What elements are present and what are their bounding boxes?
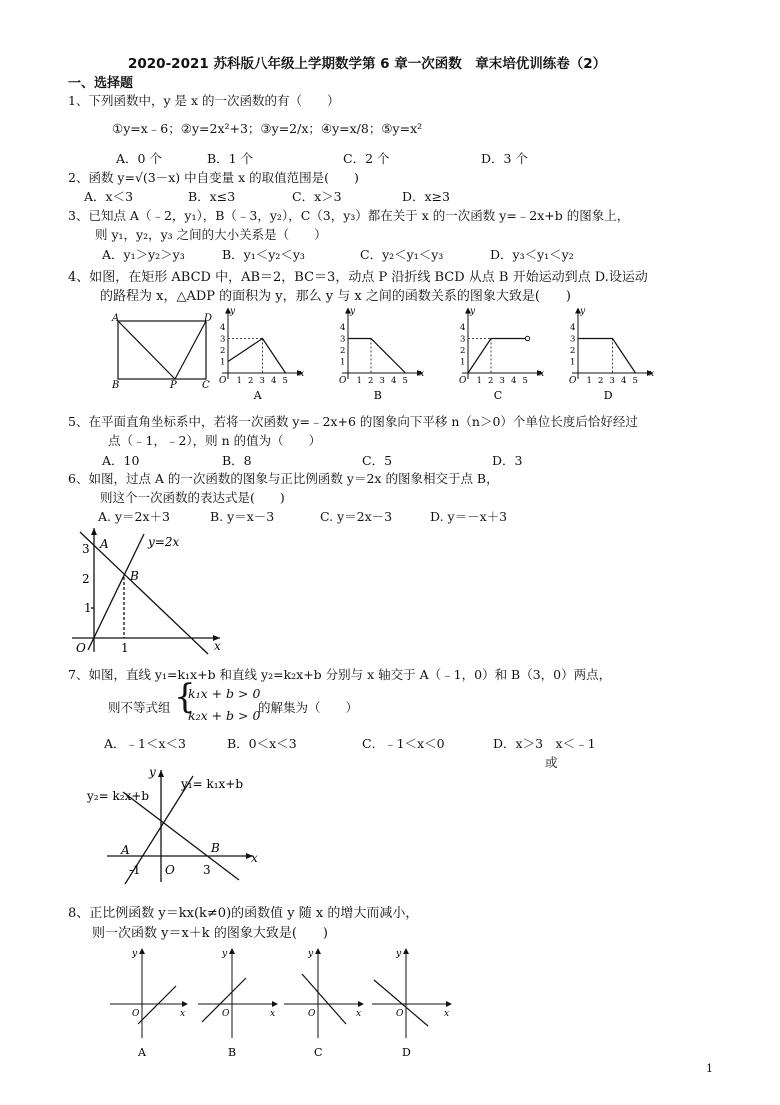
q8-graph-label: C [314,1046,323,1059]
q6-choice-d: D. y＝－x＋3 [430,509,508,524]
q4-x-tick: 3 [379,376,385,386]
q8-x-arrow [446,1001,452,1007]
q4-open-point [525,336,529,340]
q4-y-tick: 4 [460,323,466,333]
q8-graph-label: B [228,1046,237,1059]
q4-axis-y-label: y [580,306,586,317]
q7-figure [85,762,275,890]
q3-choice-a: A．y₁＞y₂＞y₃ [102,247,185,262]
q8-axis-y-label: y [222,949,228,959]
q8-x-arrow [272,1001,278,1007]
q4-figures [100,296,700,406]
q6-figure [70,522,240,660]
q6-stem-line1: 6、如图，过点 A 的一次函数的图象与正比例函数 y＝2x 的图象相交于点 B， [68,471,499,486]
q8-axis-x-label: x [270,1009,276,1019]
q4-x-tick: 3 [259,376,265,386]
page-number: 1 [706,1062,713,1075]
q4-origin: O [339,376,347,386]
q7-stem-line1: 7、如图，直线 y₁=k₁x+b 和直线 y₂=k₂x+b 分别与 x 轴交于 A（﹣1，0）和 B（3，0）两点， [68,667,612,682]
q4-x-tick: 5 [522,376,528,386]
q6-tick-1: 1 [84,601,92,615]
q4-origin: O [569,376,577,386]
q4-origin: O [219,376,227,386]
q2-choice-c: C．x＞3 [292,189,342,204]
q1-choice-d: D．3 个 [481,151,528,166]
q8-stem-line2: 则一次函数 y＝x＋k 的图象大致是( ) [92,926,328,941]
q7-ineq2: k₂x + b > 0 [188,708,261,723]
q8-graph-line [374,980,428,1026]
q6-choice-b: B. y＝x－3 [210,509,275,524]
q4-y-tick: 1 [460,357,466,368]
q4-origin: O [459,376,467,386]
q4-label-P: P [170,380,177,391]
page-title: 2020-2021 苏科版八年级上学期数学第 6 章一次函数 章末培优训练卷（2） [128,56,607,72]
q4-y-tick: 3 [220,334,226,345]
q6-axis-x-label: x [214,639,221,653]
q8-stem-line1: 8、正比例函数 y＝kx(k≠0)的函数值 y 随 x 的增大而减小， [68,906,419,921]
q4-y-tick: 1 [220,357,226,368]
q5-stem-line1: 5、在平面直角坐标系中，若将一次函数 y=﹣2x+6 的图象向下平移 n（n＞0）个单位长度后恰好经过 [68,414,638,429]
q3-stem-line1: 3、已知点 A（﹣2，y₁），B（﹣3，y₂），C（3，y₃）都在关于 x 的一次函数 y=﹣2x+b 的图象上， [68,208,630,223]
q8-axis-x-label: x [444,1009,450,1019]
q5-choice-b: B．8 [222,453,252,468]
q3-choice-c: C．y₂＜y₁＜y₃ [360,247,444,262]
q6-label-B: B [130,569,139,583]
q4-y-tick: 2 [460,346,466,356]
q4-label-D: D [204,313,213,324]
q4-axis-x-label: x [649,369,655,379]
q4-graph-D [569,307,654,403]
q4-x-tick: 1 [236,376,242,386]
q8-axis-y-label: y [308,949,314,959]
q8-graph-D [372,948,452,1059]
q3-choice-d: D．y₃＜y₁＜y₂ [490,247,574,262]
q3-stem-line2: 则 y₁，y₂，y₃ 之间的大小关系是（ ） [95,227,327,242]
q8-graph-label: D [402,1046,411,1059]
q3-choice-b: B．y₁＜y₂＜y₃ [222,247,305,262]
q8-axis-y-label: y [396,949,402,959]
q7-choice-c: C．﹣1＜x＜0 [362,736,445,751]
q6-x-tick-1: 1 [121,641,129,655]
q8-axis-x-label: x [356,1009,362,1019]
q2-choice-d: D．x≥3 [402,189,450,204]
q4-stem-line2: 的路程为 x，△ADP 的面积为 y，那么 y 与 x 之间的函数关系的图象大致是( ) [100,289,571,304]
q7-ineq1: k₁x + b > 0 [188,686,261,701]
q7-choice-b: B．0＜x＜3 [227,736,297,751]
q1-choice-c: C．2 个 [343,151,390,166]
q8-y-arrow [315,948,321,954]
q4-graph-line [228,339,286,374]
q6-stem-line2: 则这个一次函数的表达式是( ) [100,490,285,505]
q4-x-tick: 3 [609,376,615,386]
q1-choice-b: B．1 个 [207,151,254,166]
q4-rectangle-figure [118,321,206,379]
q6-tick-2: 2 [82,572,90,586]
q6-line-y-2x [88,534,144,650]
q7-label-y1: y₁= k₁x+b [181,777,244,791]
q4-x-tick: 1 [476,376,482,386]
q8-graph-C [284,948,364,1059]
q2-choice-a: A．x＜3 [84,189,134,204]
q5-choice-d: D．3 [492,453,523,468]
q4-axis-y-label: y [470,306,476,317]
q4-y-tick: 3 [570,334,576,345]
q2-stem: 2、函数 y=√(3－x) 中自变量 x 的取值范围是( ) [68,170,359,185]
q4-graph-line [468,339,526,374]
q6-label-A: A [100,537,109,551]
q6-choice-c: C. y＝2x－3 [320,509,393,524]
q4-x-tick: 2 [368,376,374,386]
q7-pre: 则不等式组 [108,700,171,715]
q1-stem: 1、下列函数中，y 是 x 的一次函数的有（ ） [68,93,340,108]
q4-y-tick: 3 [340,334,346,345]
q5-choice-a: A．10 [102,453,140,468]
q8-y-arrow [139,948,145,954]
q5-choice-c: C．5 [362,453,393,468]
q6-choice-a: A. y＝2x＋3 [98,509,170,524]
q4-x-tick: 4 [621,376,627,386]
q8-x-arrow [182,1001,188,1007]
q4-x-tick: 2 [488,376,494,386]
q4-x-tick: 1 [586,376,592,386]
q6-tick-3: 3 [82,542,90,556]
q8-graph-label: A [138,1046,146,1059]
q4-y-tick: 1 [340,357,346,368]
q4-x-tick: 2 [598,376,604,386]
q4-x-tick: 2 [248,376,254,386]
q4-y-tick: 4 [340,323,346,333]
q4-y-tick: 4 [570,323,576,333]
q7-brace: { [174,677,196,717]
q4-graph-label: C [493,389,503,402]
q8-origin: O [308,1009,316,1019]
q4-axis-y-label: y [230,306,236,317]
q4-y-tick: 4 [220,323,226,333]
q5-stem-line2: 点（﹣1，﹣2），则 n 的值为（ ） [108,433,322,448]
q7-tick-neg1: -1 [129,863,141,877]
q7-choice-d: D．x＞3 x＜﹣1 [493,736,596,751]
q4-x-tick: 3 [499,376,505,386]
q4-graph-B [339,307,424,403]
q8-y-arrow [403,948,409,954]
q4-label-C: C [202,380,210,391]
q7-or: 或 [545,755,558,770]
q7-axis-y-label: y [149,765,156,779]
q7-label-y2: y₂= k₂x+b [87,789,150,803]
q4-y-tick: 3 [460,334,466,345]
q8-graph-B [198,948,278,1059]
q7-origin: O [165,863,175,877]
q4-stem-line1: 4、如图，在矩形 ABCD 中，AB＝2，BC＝3，动点 P 沿折线 BCD 从点 B 开始运动到点 D.设运动 [68,270,648,285]
q6-origin: O [76,641,86,655]
q4-graph-label: D [603,389,613,402]
q4-x-tick: 4 [391,376,397,386]
q4-y-tick: 1 [570,357,576,368]
q4-graph-C [459,307,544,403]
q8-graph-line [138,986,176,1024]
q7-tick-3: 3 [203,863,211,877]
q2-choice-b: B．x≤3 [188,189,236,204]
q4-label-A: A [112,313,120,324]
q8-graph-A [110,948,188,1059]
q8-y-arrow [229,948,235,954]
q4-x-tick: 4 [511,376,517,386]
q4-y-tick: 2 [340,346,346,356]
q4-x-tick: 5 [402,376,408,386]
q4-graph-line [348,339,406,374]
q4-x-tick: 1 [356,376,362,386]
q7-label-B: B [211,841,220,855]
section-heading: 一、选择题 [68,76,134,91]
q4-axis-x-label: x [539,369,545,379]
q7-axis-x-label: x [251,851,258,865]
q1-choice-a: A．0 个 [116,151,162,166]
q8-axis-x-label: x [180,1009,186,1019]
q4-x-tick: 4 [271,376,277,386]
q7-label-A: A [121,843,130,857]
q4-y-tick: 2 [220,346,226,356]
q4-graph-A [219,307,304,403]
q7-post: 的解集为（ ） [258,700,359,715]
q4-axis-x-label: x [299,369,305,379]
q4-label-B: B [112,380,120,391]
q8-axis-y-label: y [132,949,138,959]
q8-origin: O [396,1009,404,1019]
q7-choice-a: A．﹣1＜x＜3 [104,736,186,751]
q8-origin: O [222,1009,230,1019]
q4-x-tick: 5 [632,376,638,386]
q4-graph-line [578,339,636,374]
q1-items: ①y=x﹣6；②y=2x²+3；③y=2/x；④y=x/8；⑤y=x² [112,121,423,136]
q4-x-tick: 5 [282,376,288,386]
q4-graph-label: B [373,389,382,402]
q4-axis-x-label: x [419,369,425,379]
q4-graph-label: A [253,389,262,402]
q4-y-tick: 2 [570,346,576,356]
q6-line-label: y=2x [148,535,180,549]
q8-origin: O [132,1009,140,1019]
q4-axis-y-label: y [350,306,356,317]
q8-figures [110,940,480,1060]
q8-x-arrow [358,1001,364,1007]
